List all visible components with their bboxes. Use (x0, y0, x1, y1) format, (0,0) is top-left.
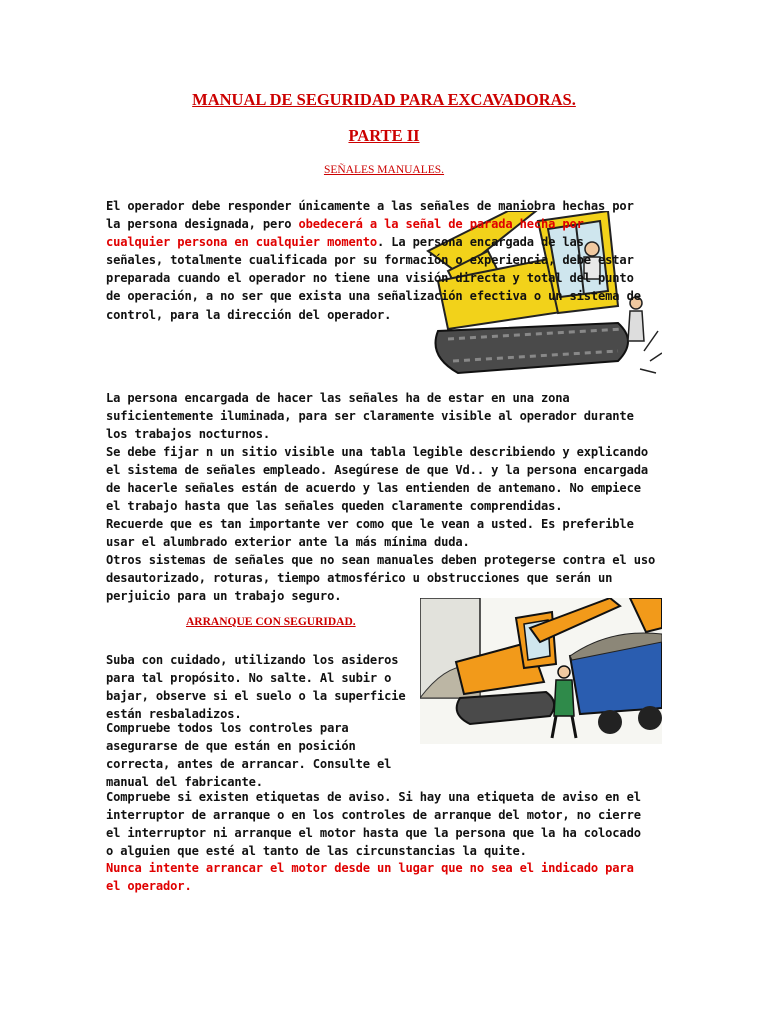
paragraph-senales-3: Se debe fijar n un sitio visible una tabla legible describiendo y explicando el sistema de señales empleado. Asegúrese de que Vd.. y la persona encargada de hacerle señales están de acuerdo y las entienden de antemano. No empiece el trabajo hasta que las señales queden claramente comprendidas. (106, 445, 648, 514)
paragraph-arranque-3: Compruebe si existen etiquetas de aviso. Si hay una etiqueta de aviso en el interruptor de arranque o en los controles de arranque del motor, no cierre el interruptor ni arranque el motor hasta que la persona que la ha colocado o alguien que esté al tanto de las circunstancias la quite. (106, 790, 641, 859)
paragraph-arranque-2: Compruebe todos los controles para asegurarse de que están en posición correcta, antes de arrancar. Consulte el manual del fabricante. (106, 721, 392, 790)
paragraph-senales-1 (106, 197, 646, 324)
warning-paragraph-arranque: Nunca intente arrancar el motor desde un lugar que no sea el indicado para el operador. (106, 861, 634, 894)
document-title: MANUAL DE SEGURIDAD PARA EXCAVADORAS. (192, 90, 576, 109)
paragraph-arranque-1: Suba con cuidado, utilizando los asideros para tal propósito. No salte. Al subir o bajar, observe si el suelo o la superficie están resbaladizos. (106, 653, 406, 722)
warning-text: obedecerá a la señal de parada hecha por cualquier persona en cualquier momento (106, 217, 584, 250)
excavator-truck-illustration (420, 598, 662, 744)
text-segment: . La persona encargada de las señales, totalmente cualificada por su formación o experiencia, debe estar preparada cuando el operador no tiene una visión directa y total del punto de operación, a no ser que exista una señalización efectiva o un sistema de control, para la dirección del operador. (106, 235, 641, 322)
text-segment: El operador debe responder únicamente a las señales de maniobra hechas por la persona designada, pero (106, 199, 634, 232)
part-title: PARTE II (348, 126, 420, 145)
section-heading-arranque: ARRANQUE CON SEGURIDAD. (186, 616, 356, 628)
section-heading-senales: SEÑALES MANUALES. (323, 164, 445, 176)
paragraph-senales-4: Recuerde que es tan importante ver como que le vean a usted. Es preferible usar el alumbrado exterior ante la más mínima duda. (106, 517, 634, 550)
paragraph-senales-2: La persona encargada de hacer las señales ha de estar en una zona suficientemente iluminada, para ser claramente visible al operador durante los trabajos nocturnos. (106, 391, 634, 442)
paragraph-senales-5: Otros sistemas de señales que no sean manuales deben protegerse contra el uso desautorizado, roturas, tiempo atmosférico u obstrucciones que serán un perjuicio para un trabajo seguro. (106, 553, 656, 604)
